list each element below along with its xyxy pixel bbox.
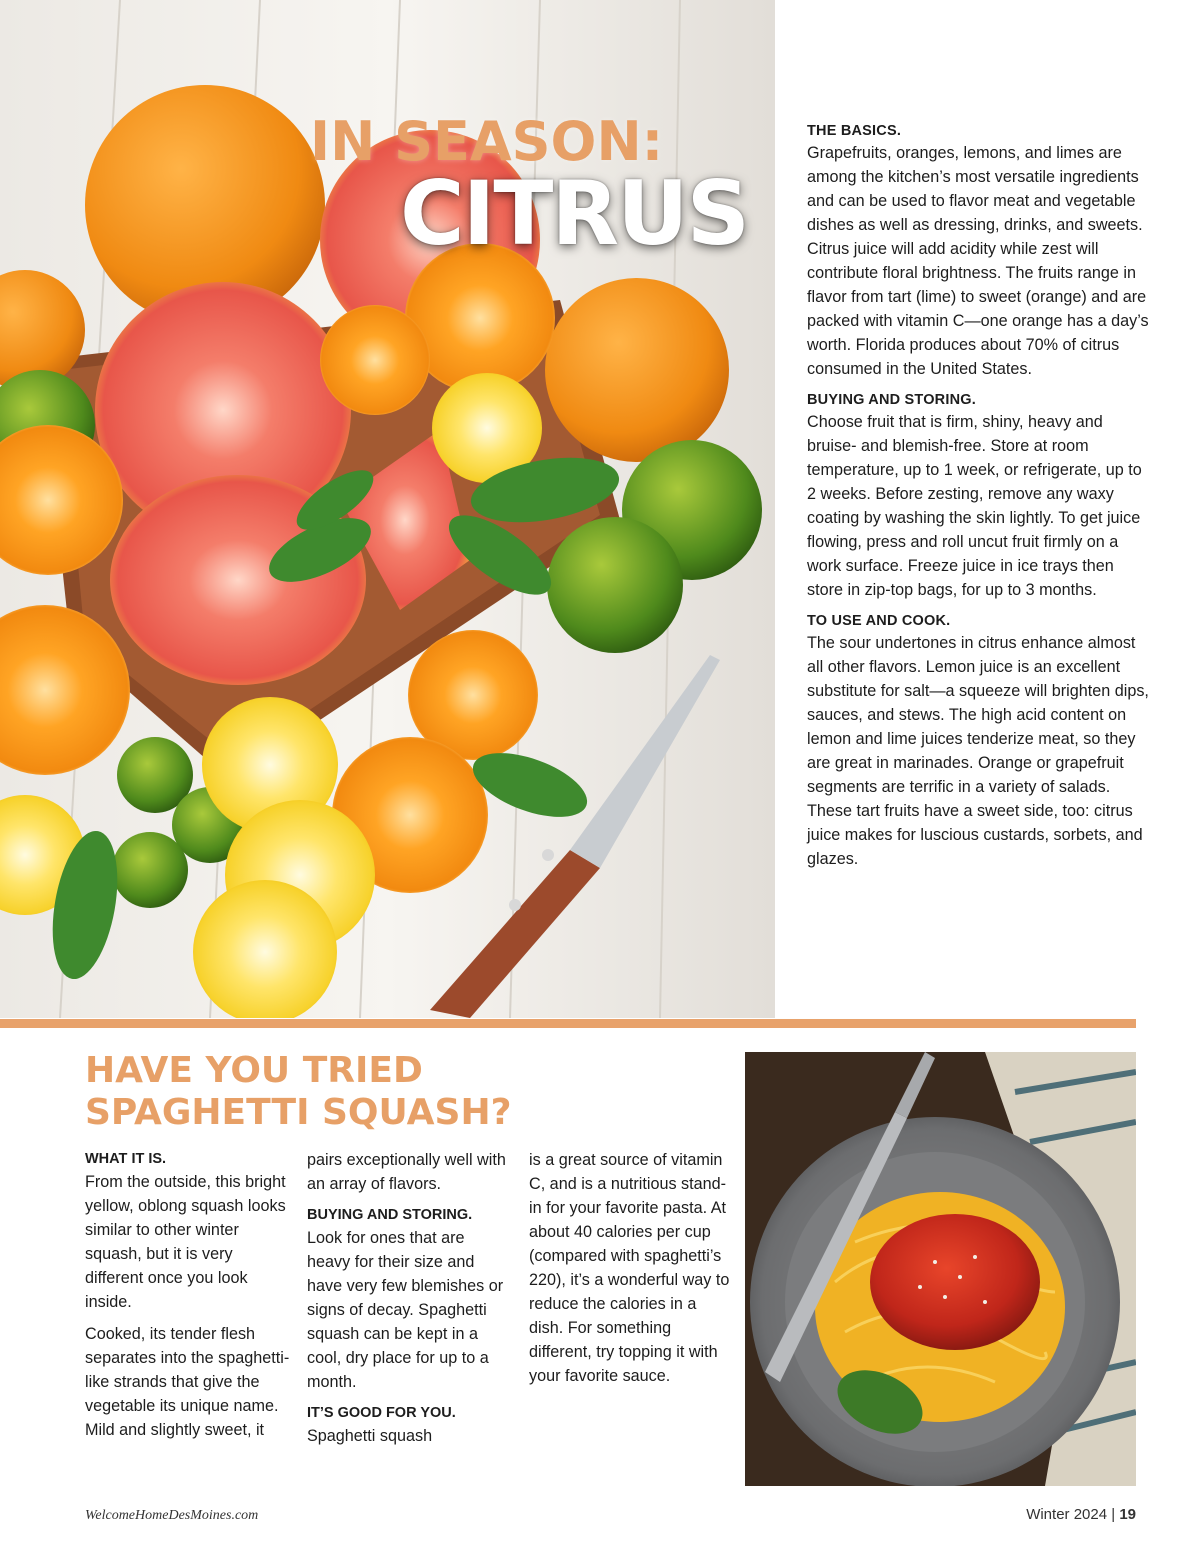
feature-title — [310, 110, 748, 265]
squash-column-2 — [307, 1148, 512, 1456]
good-for-you-text: Spaghetti squash — [307, 1427, 433, 1445]
footer-issue: Winter 2024 — [1026, 1506, 1108, 1523]
citrus-article — [807, 121, 1152, 880]
footer-separator: | — [1111, 1506, 1116, 1523]
squash-title-line2: SPAGHETTI SQUASH? — [85, 1092, 512, 1133]
footer-folio — [1026, 1506, 1136, 1523]
title-in-season: IN SEASON: — [310, 110, 664, 173]
what-heading: WHAT IT IS. — [85, 1151, 167, 1167]
what-paragraph-1: From the outside, this bright yellow, oblong squash looks similar to other winter squash, but it is very different once you look inside. — [85, 1173, 286, 1311]
cook-text: The sour undertones in citrus enhance almost all other flavors. Lemon juice is an excellent substitute for salt—a squeeze will brighten dips, sauces, and stews. The high acid content on lemon and lime juices tenderize meat, so they are great in marinades. Orange or grapefruit segments are terrific in a variety of salads. These tart fruits have a sweet side, too: citrus juice makes for luscious custards, sorbets, and glazes. — [807, 634, 1149, 868]
cook-heading: TO USE AND COOK. — [807, 613, 951, 629]
buying-heading: BUYING AND STORING. — [807, 392, 976, 408]
what-paragraph-2: Cooked, its tender flesh separates into the spaghetti-like strands that give the vegetable its unique name. Mild and slightly sweet, it — [85, 1325, 290, 1439]
squash-illustration — [745, 1052, 1136, 1486]
page-number: 19 — [1119, 1506, 1136, 1523]
good-for-you-text-continued: is a great source of vitamin C, and is a nutritious stand-in for your favorite pasta. At about 40 calories per cup (compared with spaghetti’s 220), it’s a wonderful way to reduce the calories in a dish. For something different, try topping it with your favorite sauce. — [529, 1151, 730, 1385]
good-for-you-heading: IT’S GOOD FOR YOU. — [307, 1405, 456, 1421]
squash-column-3 — [529, 1148, 734, 1396]
basics-text: Grapefruits, oranges, lemons, and limes are among the kitchen’s most versatile ingredients and can be used to flavor meat and vegetable dishes as well as dressing, drinks, and sweets. Citrus juice will add acidity while zest will contribute floral brightness. The fruits range in flavor from tart (lime) to sweet (orange) and are packed with vitamin C—one orange has a day’s worth. Florida produces about 70% of citrus consumed in the United States. — [807, 144, 1149, 378]
squash-title-line1: HAVE YOU TRIED — [85, 1050, 423, 1091]
footer-website: WelcomeHomeDesMoines.com — [85, 1508, 259, 1523]
squash-title — [85, 1050, 511, 1134]
section-divider — [0, 1019, 1136, 1028]
what-paragraph-2-continued: pairs exceptionally well with an array of flavors. — [307, 1151, 506, 1193]
buying-text: Choose fruit that is firm, shiny, heavy and bruise- and blemish-free. Store at room temperature, up to 1 week, or refrigerate, up to 2 weeks. Before zesting, remove any waxy coating by washing the skin lightly. To get juice flowing, press and roll uncut fruit firmly on a work surface. Freeze juice in ice trays then store in zip-top bags, for up to 3 months. — [807, 413, 1142, 599]
squash-column-1 — [85, 1148, 290, 1450]
squash-buying-heading: BUYING AND STORING. — [307, 1207, 473, 1223]
title-citrus: CITRUS — [400, 162, 748, 265]
spaghetti-squash-photo — [745, 1052, 1136, 1486]
squash-buying-text: Look for ones that are heavy for their size and have very few blemishes or signs of decay. Spaghetti squash can be kept in a cool, dry place for up to a month. — [307, 1229, 504, 1391]
basics-heading: THE BASICS. — [807, 123, 902, 139]
